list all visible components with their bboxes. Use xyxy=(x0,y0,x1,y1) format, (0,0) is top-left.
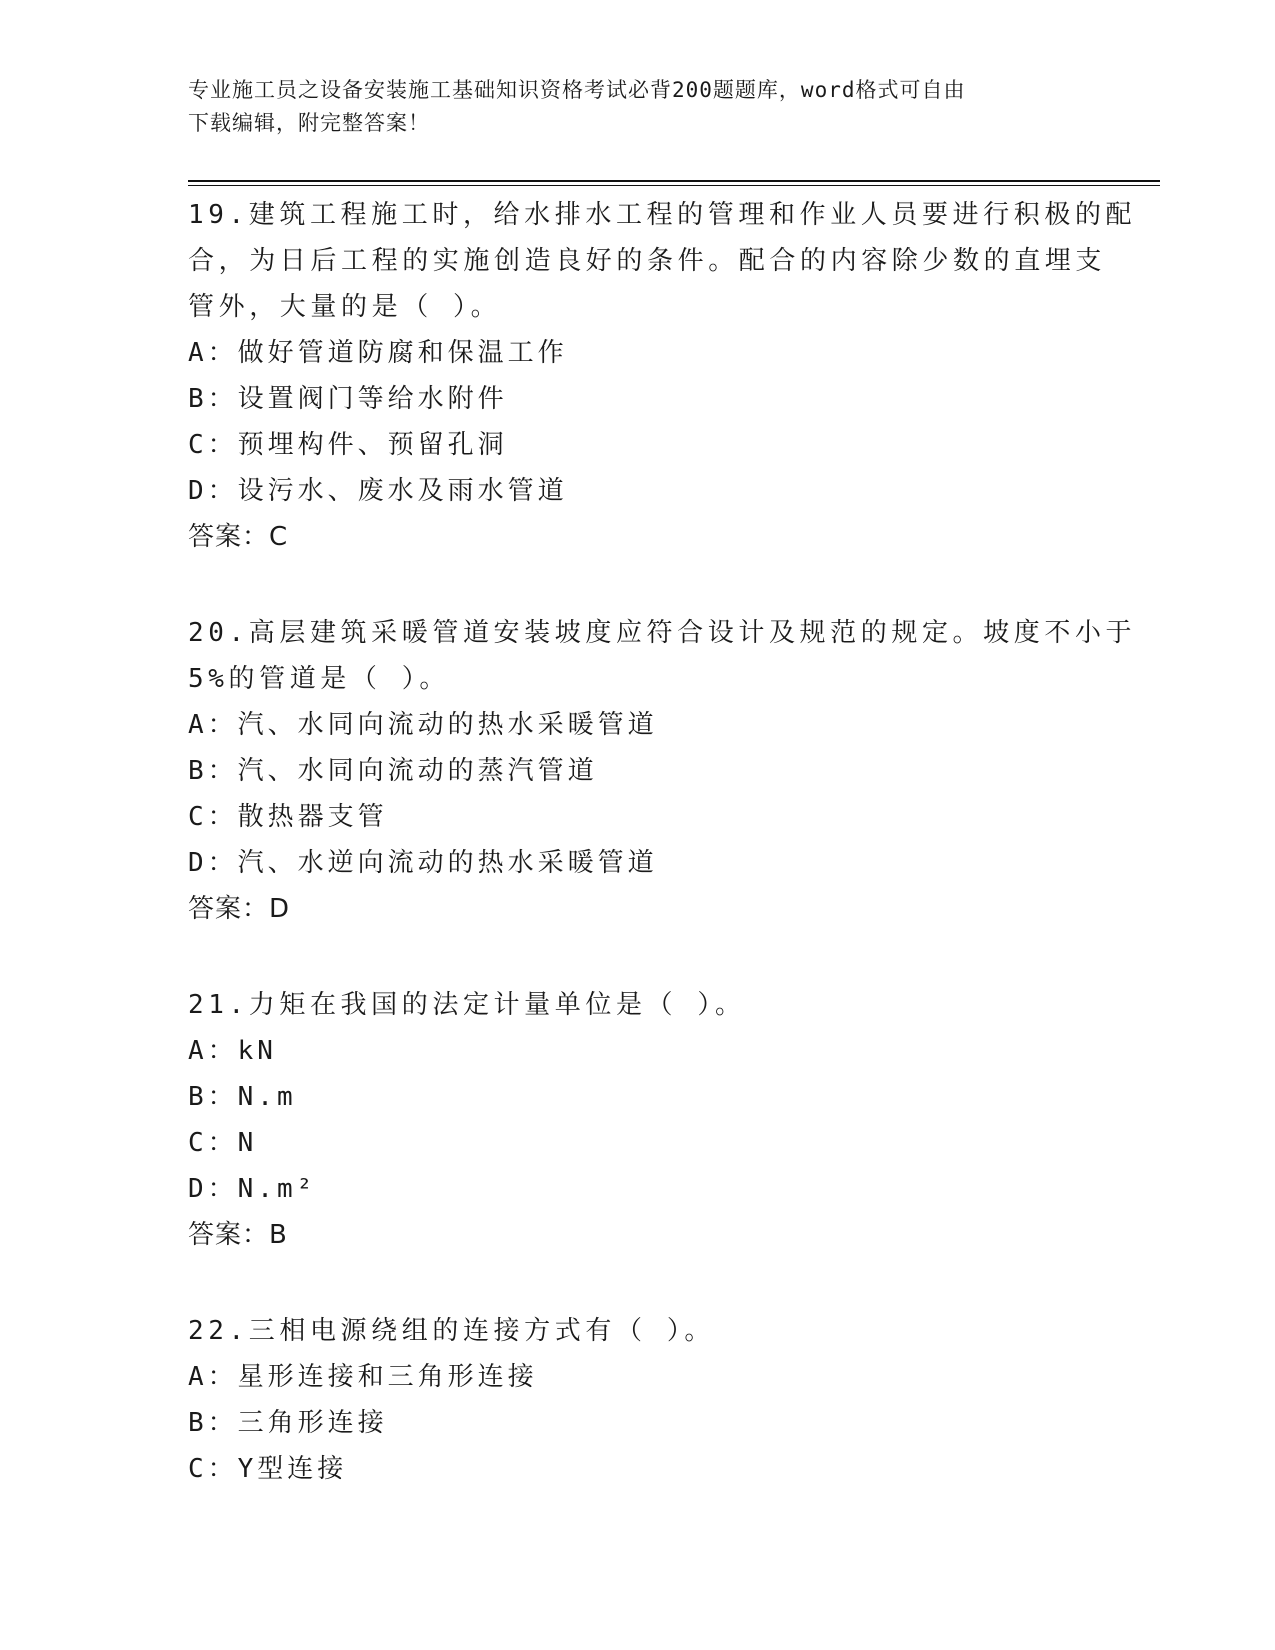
option-c: C：Y型连接 xyxy=(188,1454,348,1484)
question-stem-line: 管外，大量的是（ ）。 xyxy=(188,292,502,322)
option-a: A：做好管道防腐和保温工作 xyxy=(188,338,568,368)
question-22 xyxy=(188,1308,1088,1492)
answer-line: 答案：D xyxy=(188,894,291,924)
option-a: A：星形连接和三角形连接 xyxy=(188,1362,538,1392)
question-stem-line: 20.高层建筑采暖管道安装坡度应符合设计及规范的规定。坡度不小于 xyxy=(188,618,1137,648)
option-b: B：设置阀门等给水附件 xyxy=(188,384,508,414)
header-line-1: 专业施工员之设备安装施工基础知识资格考试必背200题题库，word格式可自由 xyxy=(188,78,966,102)
header-divider-thin xyxy=(188,185,1160,186)
option-b: B：N.m xyxy=(188,1082,297,1112)
question-stem-line: 5%的管道是（ ）。 xyxy=(188,664,450,694)
question-stem-line: 22.三相电源绕组的连接方式有（ ）。 xyxy=(188,1316,716,1346)
option-a: A：kN xyxy=(188,1036,277,1066)
answer-line: 答案：C xyxy=(188,522,289,552)
question-stem-line: 合，为日后工程的实施创造良好的条件。配合的内容除少数的直埋支 xyxy=(188,246,1107,276)
option-d: D：汽、水逆向流动的热水采暖管道 xyxy=(188,848,658,878)
document-header xyxy=(188,74,1088,140)
option-d: D：设污水、废水及雨水管道 xyxy=(188,476,568,506)
answer-line: 答案：B xyxy=(188,1220,288,1250)
option-a: A：汽、水同向流动的热水采暖管道 xyxy=(188,710,658,740)
option-c: C：散热器支管 xyxy=(188,802,388,832)
header-line-2: 下载编辑，附完整答案！ xyxy=(188,111,430,135)
header-divider-thick xyxy=(188,180,1160,182)
option-b: B：三角形连接 xyxy=(188,1408,388,1438)
option-b: B：汽、水同向流动的蒸汽管道 xyxy=(188,756,598,786)
question-stem-line: 19.建筑工程施工时，给水排水工程的管理和作业人员要进行积极的配 xyxy=(188,200,1137,230)
question-19 xyxy=(188,192,1137,560)
question-list xyxy=(188,192,1137,1542)
option-c: C：预埋构件、预留孔洞 xyxy=(188,430,508,460)
question-21 xyxy=(188,982,1088,1258)
option-d: D：N.m² xyxy=(188,1174,317,1204)
option-c: C：N xyxy=(188,1128,258,1158)
question-20 xyxy=(188,610,1137,932)
question-stem-line: 21.力矩在我国的法定计量单位是（ ）。 xyxy=(188,990,746,1020)
